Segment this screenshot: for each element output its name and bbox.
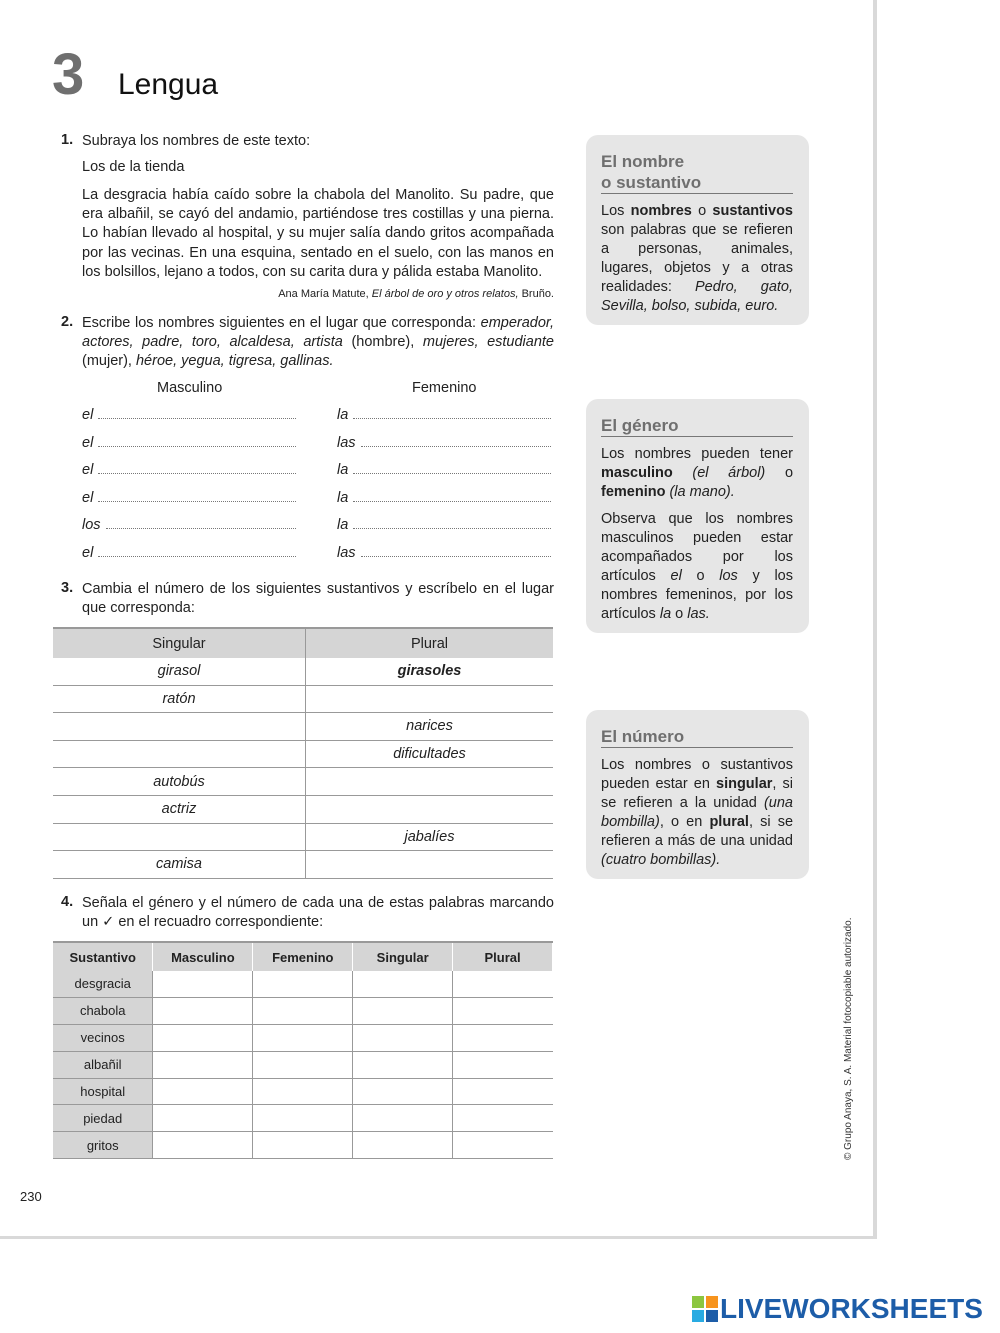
singular-plural-table: [53, 627, 553, 879]
info-box-number: [586, 710, 809, 879]
text: Observa que los nombres masculinos pueden estar acompañados por los artículos: [601, 511, 793, 584]
plural-cell: narices: [306, 713, 554, 741]
plural-checkbox[interactable]: [453, 997, 553, 1024]
answer-dots[interactable]: [98, 555, 296, 557]
singular-cell: autobús: [53, 768, 306, 796]
singular-checkbox[interactable]: [353, 1024, 453, 1051]
answer-dots[interactable]: [98, 500, 296, 502]
exercise-4-instruction: [82, 894, 554, 932]
reading-text: La desgracia había caído sobre la chabola del Manolito. Su padre, que era albañil, se cayó del andamio, partiéndose tres costillas y una pierna. Lo habían llevado al hospital, y su mujer salía dando gritos acompañada por las vecinas. En una esquina, sentado en el suelo, con las manos en los bolsillos, lejano a todos, con su carita dura y pálida estaba Manolito.: [82, 187, 554, 280]
citation-publisher: Bruño.: [521, 288, 554, 300]
instruction-text: (mujer),: [82, 353, 132, 369]
text-bold: sustantivos: [712, 203, 793, 219]
feminine-answer-line[interactable]: [337, 460, 551, 478]
plural-checkbox[interactable]: [453, 1132, 553, 1159]
answer-dots[interactable]: [353, 500, 551, 502]
plural-cell: dificultades: [306, 740, 554, 768]
singular-cell: actriz: [53, 795, 306, 823]
singular-checkbox[interactable]: [353, 1132, 453, 1159]
answer-dots[interactable]: [353, 472, 551, 474]
text-italic: Pedro, gato, Sevilla, bolso, subida, euro.: [601, 279, 793, 314]
box-title: El género: [601, 415, 793, 437]
singular-checkbox[interactable]: [353, 1105, 453, 1132]
text-italic: (una bombilla): [601, 795, 793, 830]
word-list: mujeres, estudiante: [422, 334, 554, 350]
masculine-answer-line[interactable]: [82, 488, 296, 506]
text-italic: (cuatro bombillas).: [601, 852, 721, 868]
table-row: [53, 971, 553, 997]
article: el: [82, 407, 94, 423]
page-edge-right: [873, 0, 877, 1238]
noun-cell: albañil: [53, 1051, 153, 1078]
noun-cell: hospital: [53, 1078, 153, 1105]
masculine-answer-line[interactable]: [82, 543, 296, 561]
text: , si se refieren a la unidad: [601, 776, 793, 811]
reading-title: Los de la tienda: [82, 159, 185, 175]
page-edge-bottom: [0, 1236, 877, 1239]
feminine-checkbox[interactable]: [253, 1051, 353, 1078]
exercise-4-number: 4.: [61, 894, 74, 910]
box-text: [601, 756, 793, 870]
table-row: [53, 1051, 553, 1078]
plural-cell: jabalíes: [306, 823, 554, 851]
page-number: 230: [20, 1189, 42, 1204]
instruction-text: (hombre),: [351, 334, 415, 350]
plural-checkbox[interactable]: [453, 1024, 553, 1051]
masculine-checkbox[interactable]: [153, 1132, 253, 1159]
text: y los nombres femeninos, por los artículos: [601, 568, 793, 622]
text: o: [691, 203, 713, 219]
text-italic: la: [659, 606, 672, 622]
feminine-answer-line[interactable]: [337, 543, 551, 561]
table-row: [53, 713, 553, 741]
text: son palabras que se refieren a personas, animales, lugares, objetos y a otras realidades:: [601, 222, 793, 295]
instruction-text: en el recuadro correspondiente:: [118, 914, 324, 930]
feminine-checkbox[interactable]: [253, 1078, 353, 1105]
masculine-checkbox[interactable]: [153, 971, 253, 997]
exercise-1-number: 1.: [61, 132, 74, 148]
table-header: Plural: [306, 628, 554, 658]
text-bold: singular: [716, 776, 773, 792]
exercise-3-number: 3.: [61, 580, 74, 596]
liveworksheets-logo[interactable]: [692, 1293, 983, 1325]
feminine-answer-line[interactable]: [337, 488, 551, 506]
text: Los: [601, 203, 631, 219]
exercise-2-number: 2.: [61, 314, 74, 330]
singular-checkbox[interactable]: [353, 971, 453, 997]
plural-checkbox[interactable]: [453, 971, 553, 997]
masculine-checkbox[interactable]: [153, 1024, 253, 1051]
text: o: [765, 465, 794, 481]
plural-checkbox[interactable]: [453, 1105, 553, 1132]
feminine-checkbox[interactable]: [253, 997, 353, 1024]
article: el: [82, 462, 94, 478]
text: Los nombres o sustantivos pueden estar en: [601, 757, 793, 792]
text: o: [681, 568, 720, 584]
word-list: emperador, actores, padre, toro, alcaldesa, artista: [82, 315, 554, 350]
exercise-3-instruction: Cambia el número de los siguientes sustantivos y escríbelo en el lugar que corresponda:: [82, 581, 554, 616]
answer-dots[interactable]: [361, 555, 551, 557]
masculine-answer-line[interactable]: [82, 405, 296, 423]
text-bold: femenino: [601, 484, 666, 500]
singular-answer-cell[interactable]: [53, 713, 306, 741]
table-header: Plural: [453, 942, 553, 971]
unit-number: 3: [52, 42, 85, 107]
table-row: [53, 1024, 553, 1051]
noun-cell: vecinos: [53, 1024, 153, 1051]
masculine-checkbox[interactable]: [153, 997, 253, 1024]
article: la: [337, 490, 349, 506]
article: la: [337, 517, 349, 533]
info-box-noun: [586, 135, 809, 325]
singular-answer-cell[interactable]: [53, 740, 306, 768]
plural-answer-cell[interactable]: [306, 795, 554, 823]
table-row: [53, 851, 553, 879]
table-header: Singular: [53, 628, 306, 658]
plural-answer-cell[interactable]: [306, 685, 554, 713]
singular-checkbox[interactable]: [353, 1078, 453, 1105]
text: o: [671, 606, 688, 622]
answer-dots[interactable]: [106, 527, 296, 529]
singular-cell: girasol: [53, 658, 306, 685]
box-title-line: El nombre: [601, 152, 685, 171]
table-row: [53, 768, 553, 796]
word-list: héroe, yegua, tigresa, gallinas.: [135, 353, 334, 369]
table-header: Sustantivo: [53, 942, 153, 971]
text: , o en: [659, 814, 710, 830]
article: el: [82, 545, 94, 561]
article: el: [82, 490, 94, 506]
answer-dots[interactable]: [98, 445, 296, 447]
feminine-answer-line[interactable]: [337, 515, 551, 533]
table-row: [53, 685, 553, 713]
plural-answer-cell[interactable]: [306, 851, 554, 879]
feminine-header: Femenino: [412, 380, 477, 396]
text: Los nombres pueden tener: [601, 446, 793, 462]
citation-author: Ana María Matute,: [278, 288, 369, 300]
masculine-answer-line[interactable]: [82, 515, 296, 533]
noun-cell: chabola: [53, 997, 153, 1024]
masculine-header: Masculino: [157, 380, 223, 396]
noun-cell: piedad: [53, 1105, 153, 1132]
noun-cell: gritos: [53, 1132, 153, 1159]
text-bold: nombres: [630, 203, 692, 219]
masculine-answer-line[interactable]: [82, 460, 296, 478]
masculine-answer-line[interactable]: [82, 433, 296, 451]
table-header: Singular: [353, 942, 453, 971]
copyright-notice: © Grupo Anaya, S. A. Material fotocopiable autorizado.: [843, 917, 854, 1160]
answer-dots[interactable]: [361, 445, 551, 447]
liveworksheets-logo-icon: [692, 1296, 718, 1322]
plural-checkbox[interactable]: [453, 1078, 553, 1105]
text: , si se refieren a más de una unidad: [601, 814, 794, 849]
singular-answer-cell[interactable]: [53, 823, 306, 851]
gender-number-table: [53, 941, 553, 1159]
table-header: Femenino: [253, 942, 353, 971]
singular-cell: camisa: [53, 851, 306, 879]
answer-dots[interactable]: [353, 417, 551, 419]
liveworksheets-logo-text: LIVEWORKSHEETS: [720, 1293, 983, 1324]
table-row: [53, 795, 553, 823]
citation-book: El árbol de oro y otros relatos,: [371, 288, 519, 300]
feminine-answer-line[interactable]: [337, 433, 551, 451]
page-title: Lengua: [118, 68, 219, 101]
masculine-checkbox[interactable]: [153, 1078, 253, 1105]
feminine-checkbox[interactable]: [253, 1105, 353, 1132]
box-title: [601, 151, 793, 194]
feminine-answer-line[interactable]: [337, 405, 551, 423]
answer-dots[interactable]: [353, 527, 551, 529]
masculine-checkbox[interactable]: [153, 1105, 253, 1132]
table-header: Masculino: [153, 942, 253, 971]
feminine-checkbox[interactable]: [253, 1024, 353, 1051]
plural-cell: girasoles: [306, 658, 554, 685]
text-italic: (la mano).: [665, 484, 735, 500]
article: la: [337, 407, 349, 423]
text-italic: las.: [687, 606, 710, 622]
table-row: [53, 823, 553, 851]
feminine-checkbox[interactable]: [253, 1132, 353, 1159]
text-italic: el: [670, 568, 682, 584]
box-text: [601, 510, 793, 624]
table-row: [53, 1105, 553, 1132]
table-row: [53, 1078, 553, 1105]
singular-checkbox[interactable]: [353, 1051, 453, 1078]
box-text: [601, 445, 793, 502]
plural-checkbox[interactable]: [453, 1051, 553, 1078]
answer-dots[interactable]: [98, 472, 296, 474]
article: los: [82, 517, 101, 533]
instruction-text: Señala el género y el número de cada una de estas palabras marcando un: [82, 895, 554, 930]
citation: [82, 288, 554, 300]
singular-cell: ratón: [53, 685, 306, 713]
instruction-text: Escribe los nombres siguientes en el lugar que corresponda:: [82, 315, 477, 331]
table-row: [53, 997, 553, 1024]
article: el: [82, 435, 94, 451]
article: las: [337, 435, 356, 451]
info-box-gender: [586, 399, 809, 633]
check-mark-icon: ✓: [102, 914, 115, 930]
text-italic: (el árbol): [672, 465, 766, 481]
exercise-1-instruction: Subraya los nombres de este texto:: [82, 133, 311, 149]
singular-checkbox[interactable]: [353, 997, 453, 1024]
box-title-line: o sustantivo: [601, 173, 702, 192]
box-title: El número: [601, 726, 793, 748]
noun-cell: desgracia: [53, 971, 153, 997]
box-text: [601, 202, 793, 316]
text-bold: plural: [709, 814, 749, 830]
plural-answer-cell[interactable]: [306, 768, 554, 796]
article: las: [337, 545, 356, 561]
table-row: [53, 740, 553, 768]
article: la: [337, 462, 349, 478]
masculine-checkbox[interactable]: [153, 1051, 253, 1078]
text-italic: los: [719, 568, 738, 584]
text-bold: masculino: [601, 465, 673, 481]
table-row: [53, 1132, 553, 1159]
table-row: [53, 658, 553, 685]
exercise-2-instruction: [82, 314, 554, 371]
feminine-checkbox[interactable]: [253, 971, 353, 997]
answer-dots[interactable]: [98, 417, 296, 419]
